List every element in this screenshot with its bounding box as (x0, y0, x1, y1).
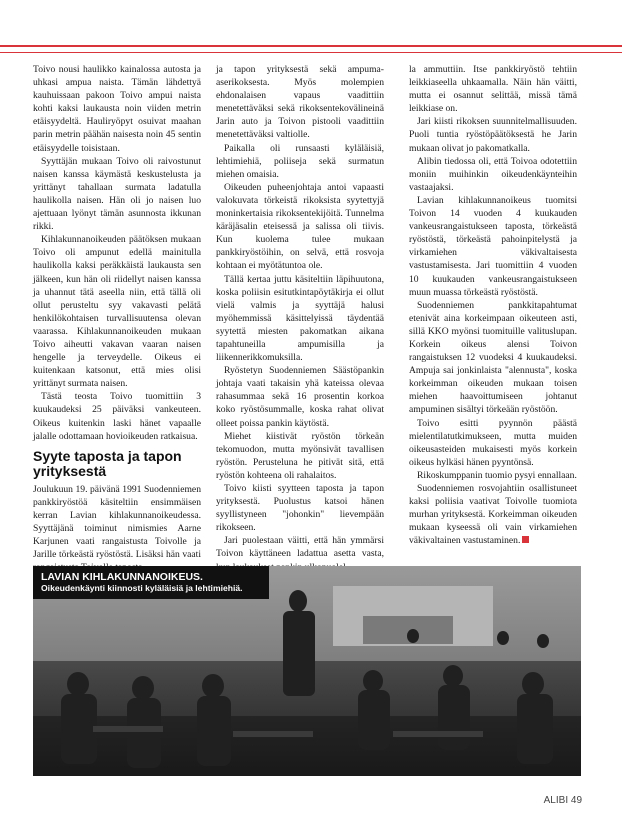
courtroom-photo (33, 566, 581, 776)
article-column-3 (409, 63, 577, 547)
paragraph-final (409, 482, 577, 547)
end-mark (522, 536, 529, 543)
paragraph: Tästä teosta Toivo tuomittiin 3 kuukaudeksi 25 päiväksi vankeuteen. Oikeus kuitenkin laski hänet vapaalle jalalle odottamaan hovioikeuden ratkaisua. (33, 391, 201, 442)
top-red-rule-thin (0, 52, 622, 53)
paragraph: Toivo esitti pyynnön päästä mielentilatutkimukseen, mutta muiden oikeusasteiden mukaisesti myös korkein oikeus hylkäsi hänen pyyntönsä. (409, 417, 577, 468)
caption-title: LAVIAN KIHLAKUNNANOIKEUS. (41, 571, 203, 583)
paragraph: Miehet kiistivät ryöstön törkeän tekomuodon, mutta myönsivät tavallisen ryöstön. Perusteluna he pitivät sitä, että ryöstön kohteena oli rahalaitos. (216, 430, 384, 481)
page-footer: ALIBI 49 (543, 795, 582, 806)
caption-subtitle: Oikeudenkäynti kiinnosti kyläläisiä ja lehtimiehiä. (41, 583, 243, 593)
paragraph: Jari puolestaan väitti, että hän ymmärsi Toivon käyttäneen ladattua asetta vasta, (216, 535, 384, 560)
paragraph: Kihlakunnanoikeuden päätöksen mukaan Toivo oli ampunut edellä mainitulla haulikolla kaksi peräkkäistä laukausta sen jälkeen, kun hän oli riidellyt naisen kanssa ja uhannut tätä aseella niin, että tällä oli ollut perusteltu syy vakavasti pelätä henkilökohtaisen turvallisuutensa olevan vaarassa. Kihlakunnanoikeuden mukaan Toivo aiheutti vakavan vaaran naisen hengelle ja terveydelle. Oikeus ei kuitenkaan katsonut, että mies olisi yrittänyt surmata naisen. (33, 234, 201, 390)
paragraph: Paikalla oli runsaasti kyläläisiä, lehtimiehiä, poliiseja sekä surmatun miehen omaisia. (216, 142, 384, 180)
section-heading: Syyte taposta ja tapon yrityksestä (33, 447, 182, 479)
paragraph: Toivo kiisti syytteen taposta ja tapon yrityksestä. Puolustus katsoi hänen syyllistyneen "johonkin" lievempään rikokseen. (216, 483, 384, 534)
paragraph: Suodenniemen pankkitapahtumat etenivät aina korkeimpaan oikeuteen asti, sillä KKO myönsi tuomituille valituslupan. Korkein oikeus alensi Toivon rangaistuksen 12 vuodeksi 4 kuukaudeksi. Ampuja sai jonkinlaista "alennusta", koska korkeimman oikeuden mukaan toisen miehen haavoittumiseen johtanut ampuminen sisältyi törkeään ryöstöön. (409, 299, 577, 416)
paragraph: Oikeuden puheenjohtaja antoi vapaasti valokuvata törkeistä rikoksista syytettyjä moninkertaisia rikoksentekijöitä. Tunnelma käräjäsalin eteisessä ja salissa oli tiivis. Kun kuolema tulee mukaan pankkiryöstöihin, on selvä, että rosvoja kohtaan ei myötätuntoa ole. (216, 181, 384, 272)
paragraph: Rikoskumppanin tuomio pysyi ennallaan. (417, 469, 577, 481)
paragraph: ja tapon yrityksestä sekä ampuma-aserikoksesta. Myös molempien ehdonalaisen vapaus vaadittiin menetettäväksi sekä rikoksentekovälineinä Jarin auto ja Toivon pistooli vaadittiin menetettäväksi valtiolle. (216, 64, 384, 141)
paragraph: Joulukuun 19. päivänä 1991 Suodenniemen pankkiryöstöä käsiteltiin ensimmäisen kerran Lavian kihlakunnanoikeudessa. Syyttäjänä toiminut nimismies Aarne Karjunen vaati rangaistusta Toivolle ja Jarille törkeästä ryöstöstä. Lisäksi hän vaati (33, 483, 201, 561)
paragraph: Syyttäjän mukaan Toivo oli raivostunut naisen kanssa käymästä keskustelusta ja yrittänyt tahallaan surmata ladatulla haulikolla naisen. Hän oli jo naisen luo ajettuaan lyönyt tämän asunnosta ikkunan rikki. (33, 155, 201, 233)
photo-caption (33, 566, 269, 599)
paragraph: Alibin tiedossa oli, että Toivoa odotettiin moniin muihinkin oikeudenkäynteihin vastaajaksi. (409, 155, 577, 193)
paragraph: Lavian kihlakunnanoikeus tuomitsi Toivon 14 vuoden 4 kuukauden vankeusrangaistukseen taposta, törkeästä ryöstöstä, törkeästä pahoinpitelystä ja virkamiehen väkivaltaisesta vastustamisesta. Jari tuomittiin 4 vuoden 10 kuukauden vankeusrangaistukseen muun muassa törkeästä ryöstöstä. (409, 194, 577, 298)
paragraph: Toivo nousi haulikko kainalossa autosta ja uhkasi ampua naista. Tämän lähdettyä kauhuissaan pakoon Toivo ampui naista kohti kaksi laukausta noin viiden metrin etäisyydeltä. Hauliryöpyt osuivat maahan parin metrin päähän naisesta noin 45 sentin etäisyydelle toisistaan. (33, 64, 201, 154)
paragraph-text: Suodenniemen rosvojahtiin osallistuneet kaksi poliisia vaativat Toivolle tuomiota murhan yrityksestä. Korkeimman oikeuden mukaan kyseessä oli vain virkamiehen väkivaltainen vastustaminen. (409, 483, 577, 547)
paragraph: Jari kiisti rikoksen suunnitelmallisuuden. Puoli tuntia ryöstöpäätöksestä he Jarin mukaan olivat jo pakomatkalla. (409, 116, 577, 154)
paragraph: Ryöstetyn Suodenniemen Säästöpankin johtaja vaati takaisin yhä kateissa olevaa rahasummaa sekä 16 prosentin korkoa koko ryöstösummalle, koska rahat olivat olleet poissa pankin käytöstä. (216, 365, 384, 429)
article-column-1 (33, 63, 201, 574)
article-column-2 (216, 63, 384, 574)
top-red-rule (0, 45, 622, 47)
paragraph: la ammuttiin. Itse pankkiryöstö tehtiin leikkiaseella uhkaamalla. Näin hän väitti, mutta ei osannut selittää, missä tämä leikkiase on. (409, 64, 577, 115)
paragraph: Tällä kertaa juttu käsiteltiin läpihuutona, koska poliisin esitutkintapöytäkirja ei ollut vielä valmis ja syyttäjä halusi myöhemmissä käsittelyissä täydentää syytettä miesten pakomatkan aikana tapahtuneilla ampumisilla ja liikennerikkomuksilla. (216, 273, 384, 364)
